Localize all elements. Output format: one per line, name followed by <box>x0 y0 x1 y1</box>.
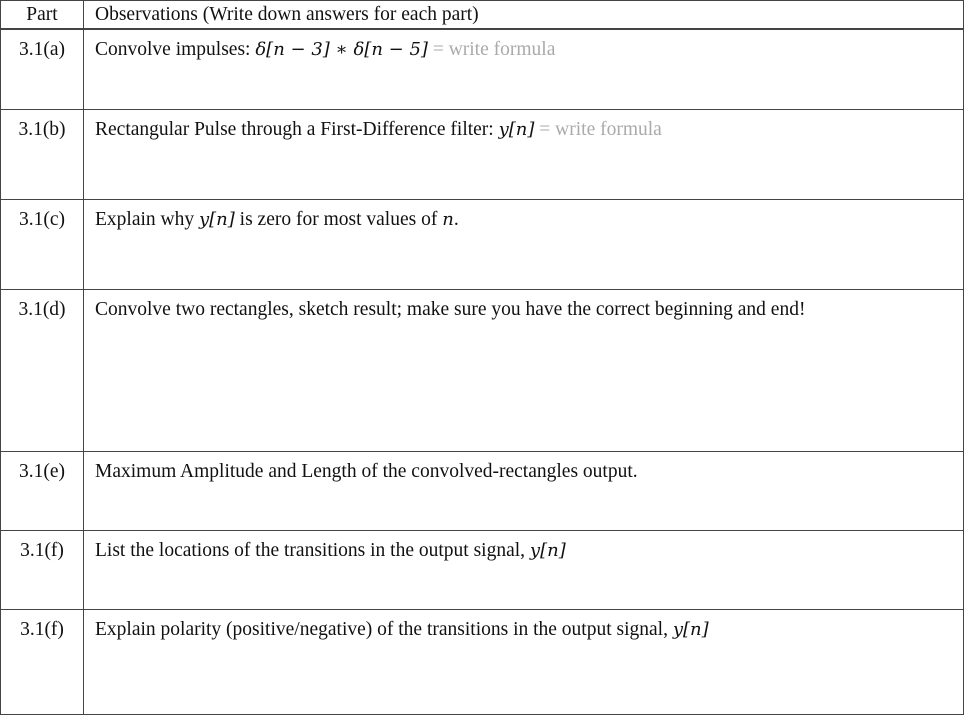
row-text: List the locations of the transitions in the output signal, <box>95 540 530 561</box>
table-row <box>1 200 964 290</box>
row-part: 3.1(f) <box>1 531 84 610</box>
row-text: Convolve impulses: <box>95 38 256 60</box>
row-math: y[n] <box>198 209 235 230</box>
row-math: δ[n − 3] ∗ δ[n − 5] <box>255 38 428 60</box>
header-part: Part <box>1 1 84 29</box>
row-observation <box>84 531 964 610</box>
row-text: Rectangular Pulse through a First-Difference filter: <box>95 119 499 140</box>
row-math: n <box>442 209 454 230</box>
row-text: Explain why <box>95 209 199 230</box>
row-observation: Maximum Amplitude and Length of the convolved-rectangles output. <box>84 452 964 531</box>
row-math: y[n] <box>498 119 535 140</box>
row-math: y[n] <box>529 540 566 561</box>
header-row <box>1 1 964 29</box>
row-part: 3.1(d) <box>1 290 84 452</box>
table-row <box>1 531 964 610</box>
row-math: y[n] <box>672 619 709 640</box>
row-part: 3.1(f) <box>1 610 84 715</box>
row-part: 3.1(c) <box>1 200 84 290</box>
row-equals: = <box>534 119 556 140</box>
table-row <box>1 29 964 110</box>
row-observation <box>84 200 964 290</box>
row-observation: Convolve two rectangles, sketch result; make sure you have the correct beginning and end! <box>84 290 964 452</box>
row-text: Explain polarity (positive/negative) of the transitions in the output signal, <box>95 619 673 640</box>
table-row <box>1 610 964 715</box>
row-part: 3.1(e) <box>1 452 84 531</box>
table-row <box>1 290 964 452</box>
row-hint: write formula <box>448 38 556 60</box>
table-row <box>1 110 964 200</box>
row-observation <box>84 110 964 200</box>
header-observations: Observations (Write down answers for each part) <box>84 1 964 29</box>
row-text: . <box>453 209 459 230</box>
table-row <box>1 452 964 531</box>
row-text: is zero for most values of <box>234 209 443 230</box>
row-part: 3.1(b) <box>1 110 84 200</box>
row-equals: = <box>427 38 449 60</box>
row-part: 3.1(a) <box>1 29 84 110</box>
row-observation <box>84 29 964 110</box>
row-observation <box>84 610 964 715</box>
row-hint: write formula <box>555 119 662 140</box>
